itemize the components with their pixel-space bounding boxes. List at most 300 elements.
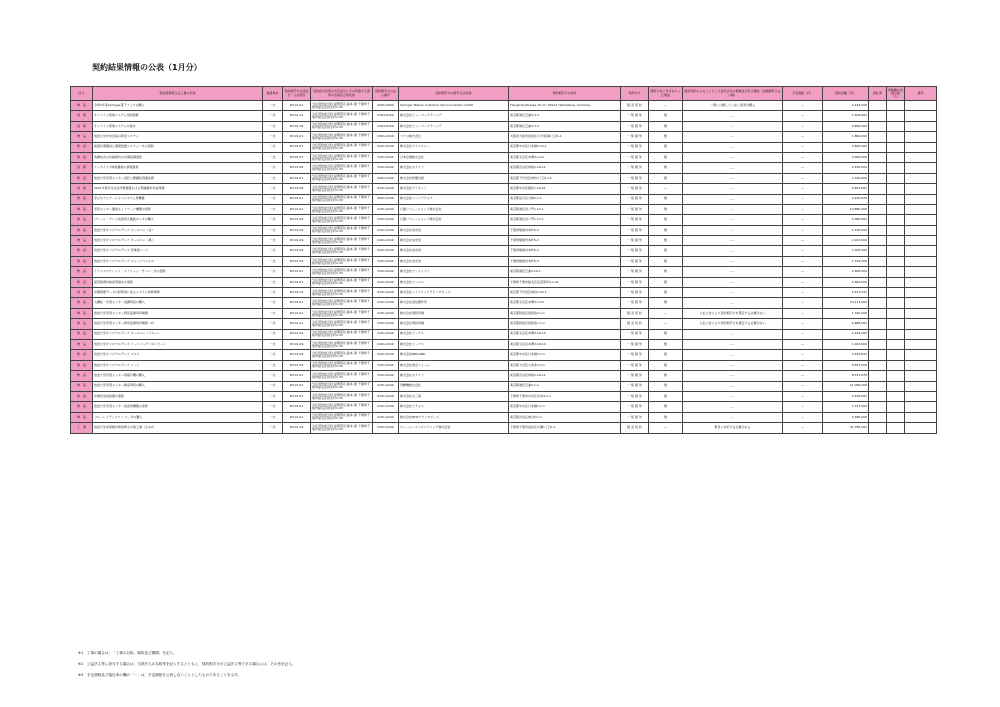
table-cell: R3.01.09 — [283, 339, 311, 349]
table-cell — [887, 184, 905, 194]
table-cell — [869, 184, 887, 194]
table-cell — [905, 173, 937, 183]
table-cell: 1,320,000 — [823, 173, 869, 183]
table-cell: 1,340,000 — [823, 308, 869, 318]
table-cell: Springer Nature Customer Service Center GmbH — [399, 101, 509, 111]
table-cell: 0101-0100 — [373, 402, 399, 412]
table-cell: 0101-0100 — [373, 246, 399, 256]
table-cell: R3.01.09 — [283, 225, 311, 235]
table-cell: 一 般 競 争 — [621, 246, 649, 256]
table-cell: 物 品 — [71, 350, 93, 360]
table-cell: 一式 — [263, 246, 283, 256]
table-row — [71, 412, 937, 422]
table-cell: R3.01.01 — [283, 298, 311, 308]
table-row — [71, 381, 937, 391]
table-cell: 1,677,515 — [823, 288, 869, 298]
table-cell: 物 品 — [71, 412, 93, 422]
table-cell: ― — [783, 142, 823, 152]
column-header: 物品役務等又は工事の名称 — [93, 87, 263, 101]
table-cell: ― — [783, 101, 823, 111]
table-cell: 0501-0100 — [373, 194, 399, 204]
table-cell: 分任契約担当役 経理部長 藤本 徹 千葉県千葉市稲毛区弥生町1-33 — [311, 142, 373, 152]
table-cell: 無 — [649, 132, 683, 142]
table-cell: 1,509,600 — [823, 111, 869, 121]
table-cell: ― — [683, 339, 783, 349]
table-cell: 一 般 競 争 — [621, 350, 649, 360]
table-cell: 分任契約担当役 経理部長 藤本 徹 千葉県千葉市稲毛区弥生町1-33 — [311, 391, 373, 401]
table-cell: 株式会社アイネット — [399, 184, 509, 194]
table-cell — [869, 360, 887, 370]
table-cell: ジェーシーエンジニアリング株式会社 — [399, 423, 509, 433]
table-cell — [869, 423, 887, 433]
column-header: 随意契約によることとした会計法令の根拠条文及び理由（企画競争又は公募） — [683, 87, 783, 101]
table-cell: ― — [683, 277, 783, 287]
table-cell: 日本空調株式会社 — [399, 152, 509, 162]
table-cell: ― — [783, 308, 823, 318]
table-cell: ― — [649, 319, 683, 329]
table-cell: 東京都新宿区西新宿7-1-1 — [509, 308, 621, 318]
table-cell: 3,385,000 — [823, 412, 869, 422]
table-cell — [905, 215, 937, 225]
table-cell: 1,860,000 — [823, 132, 869, 142]
table-cell: ― — [783, 163, 823, 173]
table-cell: 千葉県千葉市稲毛区長沼原町3-1-21 — [509, 277, 621, 287]
table-cell — [905, 339, 937, 349]
footnotes — [78, 648, 295, 681]
table-cell — [905, 423, 937, 433]
table-cell: 東京都港区芝浦3-1-1 — [509, 381, 621, 391]
table-cell: 無 — [649, 121, 683, 131]
table-cell: R3.01.01 — [283, 391, 311, 401]
table-row — [71, 423, 937, 433]
table-cell: 一 般 競 争 — [621, 339, 649, 349]
table-cell — [905, 142, 937, 152]
table-header-row — [71, 87, 937, 101]
table-cell: 物 品 — [71, 225, 93, 235]
table-cell: 0101-0100 — [373, 267, 399, 277]
table-cell: 図書館資料検索用端末の更新 — [93, 277, 263, 287]
table-cell — [905, 184, 937, 194]
table-row — [71, 204, 937, 214]
table-cell: 無 — [649, 152, 683, 162]
table-cell: 学びのナビゲーションシステム用機器 — [93, 194, 263, 204]
table-cell: 11,069,200 — [823, 381, 869, 391]
table-cell: 株式会社明和印刷 — [399, 319, 509, 329]
table-cell: R3.01.09 — [283, 236, 311, 246]
table-cell: 物 品 — [71, 142, 93, 152]
table-cell: 物 品 — [71, 298, 93, 308]
table-cell — [905, 402, 937, 412]
table-cell — [905, 298, 937, 308]
table-cell: 3,665,000 — [823, 142, 869, 152]
table-cell: 分任契約担当役 経理部長 藤本 徹 千葉県千葉市稲毛区弥生町1-33 — [311, 371, 373, 381]
table-cell: 一式 — [263, 236, 283, 246]
table-cell: 分任契約担当役 経理部長 藤本 徹 千葉県千葉市稲毛区弥生町1-33 — [311, 246, 373, 256]
table-cell: 一式 — [263, 132, 283, 142]
table-row — [71, 111, 937, 121]
table-cell: 1,023,000 — [823, 339, 869, 349]
table-cell: ― — [683, 121, 783, 131]
table-cell: ― — [783, 173, 823, 183]
table-cell: ― — [683, 371, 783, 381]
table-cell: R3.01.08 — [283, 184, 311, 194]
table-cell: 随 意 契 約 — [621, 319, 649, 329]
table-cell: 2,805,000 — [823, 267, 869, 277]
table-cell — [905, 121, 937, 131]
table-cell: ブレーン・テレビ放送用大画面モニタの購入 — [93, 215, 263, 225]
table-cell: 株式会社栄光堂 — [399, 236, 509, 246]
table-cell — [905, 412, 937, 422]
table-cell: 2,233,000 — [823, 101, 869, 111]
table-cell — [905, 308, 937, 318]
table-cell: 千葉県千葉市美浜区中瀬1丁目1-1 — [509, 423, 621, 433]
table-cell: ― — [683, 412, 783, 422]
table-cell: 一 般 競 争 — [621, 360, 649, 370]
table-cell: 放送大学オリジナルグッズ 英単語ノート — [93, 246, 263, 256]
table-cell: 一式 — [263, 371, 283, 381]
table-cell: ― — [783, 391, 823, 401]
table-cell: 一式 — [263, 319, 283, 329]
table-cell: ― — [783, 402, 823, 412]
table-cell: 物 品 — [71, 101, 93, 111]
table-cell: 無 — [649, 267, 683, 277]
table-cell — [869, 215, 887, 225]
column-header: 備考 — [905, 87, 937, 101]
table-cell: 中継局受信装置の更新 — [93, 391, 263, 401]
table-cell — [905, 360, 937, 370]
table-cell: 0101-0100 — [373, 371, 399, 381]
table-cell: R3.01.01 — [283, 308, 311, 318]
table-cell: 0301-0100 — [373, 132, 399, 142]
column-header: 契約金額（円） — [823, 87, 869, 101]
table-cell: ― — [683, 184, 783, 194]
table-cell: 随 意 契 約 — [621, 308, 649, 318]
table-cell: ― — [783, 111, 823, 121]
table-cell: 一式 — [263, 142, 283, 152]
table-cell: 0101-0100 — [373, 277, 399, 287]
table-cell: ― — [683, 204, 783, 214]
table-cell: 0101-0100 — [373, 225, 399, 235]
table-cell — [869, 173, 887, 183]
table-cell: 一 般 競 争 — [621, 371, 649, 381]
table-cell: 大阪府大阪市東成区大今里南6丁目1-1 — [509, 132, 621, 142]
table-row — [71, 184, 937, 194]
table-cell: 一 般 競 争 — [621, 215, 649, 225]
table-cell: 5,060,000 — [823, 215, 869, 225]
table-cell: ― — [683, 256, 783, 266]
table-cell: ― — [783, 256, 823, 266]
table-cell: 令和2年度Springer電子ブックの購入 — [93, 101, 263, 111]
table-row — [71, 319, 937, 329]
table-cell: 株式会社アクセス — [399, 402, 509, 412]
table-cell: 東京都渋谷区神南1-19-11 — [509, 371, 621, 381]
table-cell: 1,862,000 — [823, 277, 869, 287]
table-cell: R3.01.19 — [283, 121, 311, 131]
table-cell: 放送大学中央会室の防災システム — [93, 132, 263, 142]
table-cell: ― — [683, 360, 783, 370]
table-cell: 株式会社栄光堂 — [399, 246, 509, 256]
table-cell: 無 — [649, 111, 683, 121]
table-cell: 一式 — [263, 184, 283, 194]
table-cell: R3.01.01 — [283, 142, 311, 152]
table-cell: 一 般 競 争 — [621, 236, 649, 246]
table-cell: 放送大学学習センター研究指導用印刷費（2） — [93, 319, 263, 329]
table-cell: 随 意 契 約 — [621, 423, 649, 433]
table-cell: R3.01.12 — [283, 288, 311, 298]
table-cell: 物 品 — [71, 339, 93, 349]
table-cell: 0101-0100 — [373, 236, 399, 246]
table-cell: 0101-0100 — [373, 339, 399, 349]
table-cell: 無 — [649, 204, 683, 214]
table-cell: ― — [683, 350, 783, 360]
table-cell: 14,880,000 — [823, 204, 869, 214]
table-cell: ― — [683, 329, 783, 339]
table-cell: 放送大学学習センター放送用機器の更新 — [93, 402, 263, 412]
table-cell — [905, 288, 937, 298]
table-cell: トランスペアレント・ストリーム・サーバ一式の更新 — [93, 267, 263, 277]
table-cell: 一 般 競 争 — [621, 329, 649, 339]
table-cell: 入構証・学習センター受講用具の購入 — [93, 298, 263, 308]
table-cell: 緊急に対応する必要がある — [683, 423, 783, 433]
table-row — [71, 142, 937, 152]
table-cell: 分任契約担当役 経理部長 藤本 徹 千葉県千葉市稲毛区弥生町1-33 — [311, 184, 373, 194]
table-cell: 役 務 — [71, 121, 93, 131]
table-cell: 分任契約担当役 経理部長 藤本 徹 千葉県千葉市稲毛区弥生町1-33 — [311, 101, 373, 111]
table-cell: 無 — [649, 225, 683, 235]
table-cell: 一 般 競 争 — [621, 204, 649, 214]
table-cell: ― — [783, 267, 823, 277]
table-cell: 一 般 競 争 — [621, 184, 649, 194]
table-cell — [869, 152, 887, 162]
table-cell — [905, 101, 937, 111]
table-cell: 2,017,000 — [823, 236, 869, 246]
table-cell: R3.01.21 — [283, 319, 311, 329]
table-cell: ― — [783, 121, 823, 131]
table-cell: 一 般 競 争 — [621, 267, 649, 277]
table-cell: 株式会社ハーフアクセス — [399, 194, 509, 204]
table-cell: 株式会社BRILAND — [399, 350, 509, 360]
table-cell — [887, 215, 905, 225]
table-cell: オンライン授業システム用回線費 — [93, 111, 263, 121]
table-cell — [887, 132, 905, 142]
table-row — [71, 298, 937, 308]
table-cell — [869, 246, 887, 256]
table-cell: ― — [783, 152, 823, 162]
table-cell — [869, 163, 887, 173]
table-cell: 0101-0100 — [373, 152, 399, 162]
table-cell: 物 品 — [71, 256, 93, 266]
table-cell: 0101-0100 — [373, 329, 399, 339]
table-cell — [887, 288, 905, 298]
table-cell: 一式 — [263, 339, 283, 349]
table-cell — [905, 391, 937, 401]
table-cell — [905, 381, 937, 391]
table-cell: 2,293,820 — [823, 350, 869, 360]
table-cell — [905, 152, 937, 162]
table-cell: 一式 — [263, 101, 283, 111]
column-header: 契約相手方の決定日・入札期日 — [283, 87, 311, 101]
table-cell — [887, 256, 905, 266]
table-cell: 一式 — [263, 173, 283, 183]
table-cell: 4,158,000 — [823, 391, 869, 401]
table-cell: ― — [783, 204, 823, 214]
table-cell: 0101-0100 — [373, 360, 399, 370]
table-cell: 東京都渋谷区神山町1-1 — [509, 412, 621, 422]
table-cell: 一式 — [263, 121, 283, 131]
table-cell: 千葉県船橋市本町5-2 — [509, 256, 621, 266]
table-cell: R3.01.01 — [283, 194, 311, 204]
table-cell: 一式 — [263, 412, 283, 422]
table-cell: 千葉県船橋市本町5-2 — [509, 236, 621, 246]
table-cell: 東京都大田区大森北3-1-1 — [509, 360, 621, 370]
table-cell — [869, 329, 887, 339]
table-cell: 株式会社栄光堂 — [399, 225, 509, 235]
table-cell: 株式会社明和印刷 — [399, 308, 509, 318]
table-cell — [869, 132, 887, 142]
table-cell: 一式 — [263, 277, 283, 287]
table-cell: 放送大学オリジナルグッズ トートバッグ（ネイビー） — [93, 339, 263, 349]
table-row — [71, 391, 937, 401]
table-cell: 分任契約担当役 経理部長 藤本 徹 千葉県千葉市稲毛区弥生町1-33 — [311, 173, 373, 183]
table-cell: 千葉県船橋市本町5-2 — [509, 246, 621, 256]
table-cell: 0101-0100 — [373, 163, 399, 173]
table-cell: 千葉県船橋市本町5-2 — [509, 225, 621, 235]
table-cell — [887, 277, 905, 287]
table-cell: 0101-0100 — [373, 298, 399, 308]
table-cell: ― — [683, 402, 783, 412]
table-cell: 4,150,676 — [823, 194, 869, 204]
table-cell: 一式 — [263, 308, 283, 318]
table-cell: 分任契約担当役 経理部長 藤本 徹 千葉県千葉市稲毛区弥生町1-33 — [311, 298, 373, 308]
table-cell: 無 — [649, 236, 683, 246]
table-cell: R3.01.09 — [283, 350, 311, 360]
table-cell — [887, 163, 905, 173]
table-cell: 分任契約担当役 経理部長 藤本 徹 千葉県千葉市稲毛区弥生町1-33 — [311, 111, 373, 121]
table-cell: 千葉県千葉市中央区中央3-1-1 — [509, 391, 621, 401]
table-cell: R3.01.01 — [283, 381, 311, 391]
table-cell — [905, 329, 937, 339]
table-cell — [887, 402, 905, 412]
table-cell: ― — [783, 225, 823, 235]
table-cell — [869, 121, 887, 131]
table-cell: 2,244,000 — [823, 329, 869, 339]
table-cell: ― — [683, 246, 783, 256]
table-cell: ― — [683, 381, 783, 391]
table-cell: ― — [683, 225, 783, 235]
table-cell: 分任契約担当役 経理部長 藤本 徹 千葉県千葉市稲毛区弥生町1-33 — [311, 215, 373, 225]
table-cell: 物 品 — [71, 173, 93, 183]
table-row — [71, 256, 937, 266]
table-cell: 0101-0100 — [373, 204, 399, 214]
table-cell — [887, 173, 905, 183]
table-cell — [869, 402, 887, 412]
table-cell — [869, 371, 887, 381]
table-cell: 放送大学オリジナルグッズ マスク — [93, 350, 263, 360]
table-row — [71, 308, 937, 318]
table-cell: 随 意 契 約 — [621, 101, 649, 111]
table-cell — [905, 111, 937, 121]
table-cell: 一 般 競 争 — [621, 288, 649, 298]
table-cell: 8,547,678 — [823, 371, 869, 381]
table-cell: 一 般 競 争 — [621, 163, 649, 173]
table-cell: 分任契約担当役 経理部長 藤本 徹 千葉県千葉市稲毛区弥生町1-33 — [311, 288, 373, 298]
table-cell: 無 — [649, 142, 683, 152]
table-cell: コクヨ株式会社 — [399, 132, 509, 142]
table-cell — [887, 371, 905, 381]
table-cell: 役 務 — [71, 163, 93, 173]
table-cell — [887, 339, 905, 349]
table-cell: 東京都港区芝浦3-3-3 — [509, 121, 621, 131]
table-cell: 0101-0100 — [373, 350, 399, 360]
table-cell: R3.01.01 — [283, 412, 311, 422]
table-row — [71, 101, 937, 111]
table-cell: 物 品 — [71, 236, 93, 246]
table-cell — [869, 225, 887, 235]
table-cell: 寿精機株式会社 — [399, 381, 509, 391]
table-row — [71, 163, 937, 173]
table-cell: R3.01.01 — [283, 132, 311, 142]
table-cell — [905, 319, 937, 329]
table-cell: ― — [783, 194, 823, 204]
table-cell — [869, 236, 887, 246]
table-cell: 株式会社栄光堂 — [399, 256, 509, 266]
table-cell: 放送大学学習センター教室用机の購入 — [93, 381, 263, 391]
table-cell: 株式会社トーアス — [399, 339, 509, 349]
table-cell: 株式会社ハイブリッドテクノロジーズ — [399, 288, 509, 298]
table-cell: 分任契約担当役 経理部長 藤本 徹 千葉県千葉市稲毛区弥生町1-33 — [311, 350, 373, 360]
table-cell: ― — [783, 298, 823, 308]
table-cell: 東京都品川区大崎2-1-1 — [509, 194, 621, 204]
table-cell: 4,000,000 — [823, 152, 869, 162]
table-cell: 0101-0100 — [373, 423, 399, 433]
table-cell: 一 般 競 争 — [621, 391, 649, 401]
table-cell: 一 般 競 争 — [621, 194, 649, 204]
table-cell: 一 般 競 争 — [621, 402, 649, 412]
table-cell: 一式 — [263, 298, 283, 308]
table-cell: 株式会社ビューマーケティング — [399, 111, 509, 121]
table-cell: 一 般 競 争 — [621, 173, 649, 183]
table-cell: 放送大学オリジナルグッズ ボールペン（白） — [93, 225, 263, 235]
table-cell — [887, 142, 905, 152]
table-cell: 東京都文京区本郷3-1-13 — [509, 152, 621, 162]
table-cell: 工 事 — [71, 423, 93, 433]
table-cell: 分任契約担当役 経理部長 藤本 徹 千葉県千葉市稲毛区弥生町1-33 — [311, 329, 373, 339]
table-cell: 0101-0100 — [373, 381, 399, 391]
table-cell: R3.01.01 — [283, 277, 311, 287]
table-cell: ― — [683, 267, 783, 277]
table-cell: 一式 — [263, 381, 283, 391]
table-cell: 一般に公開していない図書の購入 — [683, 101, 783, 111]
table-cell — [869, 194, 887, 204]
table-row — [71, 132, 937, 142]
page-title: 契約結果情報の公表（1月分） — [92, 63, 202, 72]
table-row — [71, 225, 937, 235]
table-cell: 2,888,000 — [823, 319, 869, 329]
table-cell: 無 — [649, 215, 683, 225]
table-cell: 東京都港区芝浦3-3-3 — [509, 111, 621, 121]
footnote: ※2 公益法人等に該当する場合は、当該法人の名称等を記入するとともに、契約相手方が公益法人等である場合には、その旨を記入。 — [78, 662, 296, 666]
table-row — [71, 267, 937, 277]
table-cell: ― — [783, 288, 823, 298]
table-cell — [869, 142, 887, 152]
table-cell: 株式会社ネクスト — [399, 163, 509, 173]
column-header: 競争入札に付さなかった理由 — [649, 87, 683, 101]
table-cell: ― — [683, 163, 783, 173]
table-cell: 9,899,000 — [823, 121, 869, 131]
table-cell: 0101-0100 — [373, 412, 399, 422]
table-cell: 無 — [649, 381, 683, 391]
table-cell: 0101-0100 — [373, 215, 399, 225]
